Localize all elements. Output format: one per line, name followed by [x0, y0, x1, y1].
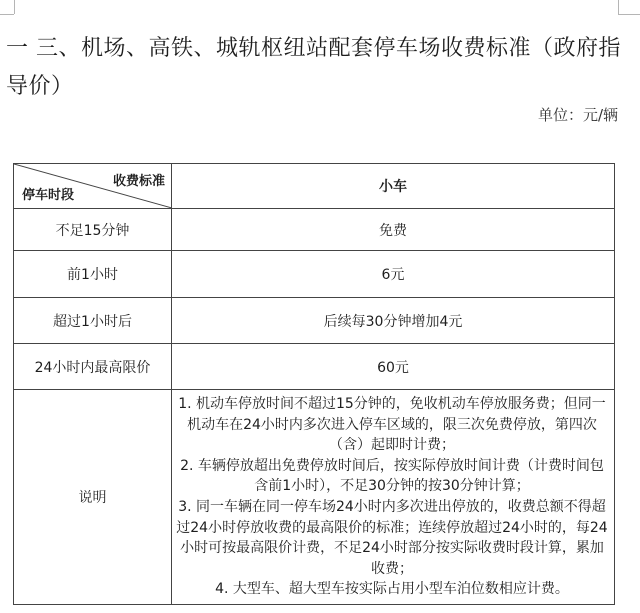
crop-mark-left-h — [0, 14, 14, 15]
note-item-1: 1. 机动车停放时间不超过15分钟的，免收机动车停放服务费；但同一机动车在24小时内多次进入停车区域的，限三次免费停放，第四次（含）起即时计费； — [178, 396, 606, 454]
period-cell: 不足15分钟 — [14, 209, 172, 251]
section-heading: 一 三、机场、高铁、城轨枢纽站配套停车场收费标准（政府指导价） — [6, 36, 621, 99]
note-item-2: 2. 车辆停放超出免费停放时间后，按实际停放时间计费（计费时间包含前1小时），不足30分钟的按30分钟计算； — [180, 457, 604, 495]
table-header-row — [14, 164, 615, 209]
notes-label: 说明 — [14, 390, 172, 605]
header-small-car: 小车 — [172, 164, 615, 209]
diagonal-header-cell — [14, 164, 172, 209]
fee-cell: 后续每30分钟增加4元 — [172, 298, 615, 344]
crop-mark-left — [14, 0, 15, 14]
fee-cell: 60元 — [172, 344, 615, 390]
note-item-3: 3. 同一车辆在同一停车场24小时内多次进出停放的，收费总额不得超过24小时停放收费的最高限价的标准；连续停放超过24小时的，每24小时可按最高限价计费，不足24小时部分按实际收费时段计算，累加收费； — [176, 499, 608, 577]
header-parking-period: 停车时段 — [22, 188, 75, 203]
table-row — [14, 298, 615, 344]
note-item-4: 4. 大型车、超大型车按实际占用小型车泊位数相应计费。 — [215, 581, 569, 598]
header-fee-standard: 收费标准 — [112, 174, 165, 189]
fee-cell: 6元 — [172, 251, 615, 298]
period-cell: 24小时内最高限价 — [14, 344, 172, 390]
unit-label: 单位：元/辆 — [537, 106, 618, 124]
notes-cell — [172, 390, 615, 605]
crop-mark-right-h — [618, 14, 640, 15]
table-row — [14, 209, 615, 251]
fee-cell: 免费 — [172, 209, 615, 251]
fee-table — [13, 163, 615, 605]
period-cell: 前1小时 — [14, 251, 172, 298]
crop-mark-right — [618, 0, 619, 14]
table-row — [14, 251, 615, 298]
notes-row — [14, 390, 615, 605]
period-cell: 超过1小时后 — [14, 298, 172, 344]
table-row — [14, 344, 615, 390]
